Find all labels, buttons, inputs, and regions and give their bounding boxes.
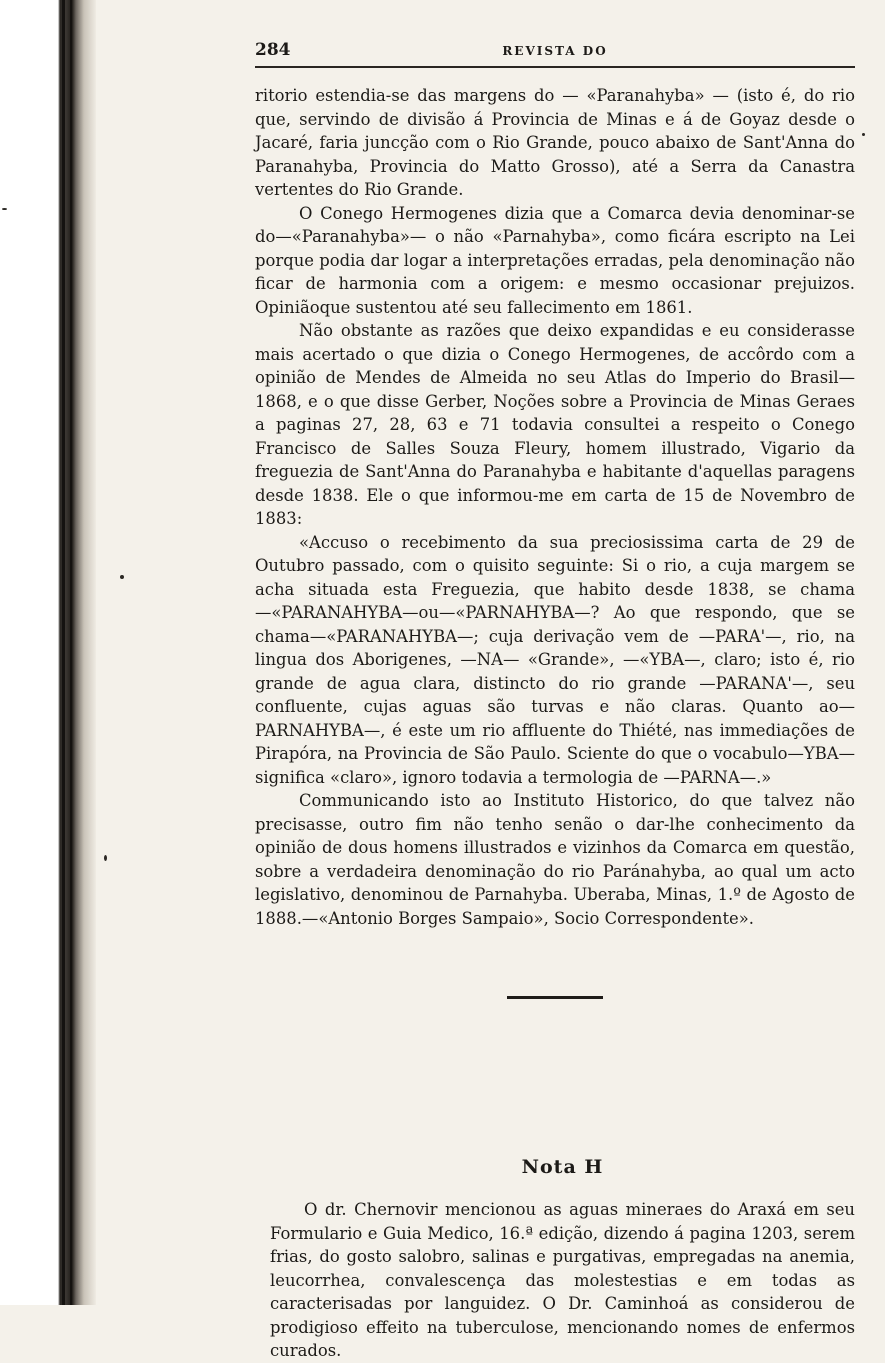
note-title: Nota H — [521, 1156, 604, 1178]
ink-speck — [2, 208, 7, 210]
quoted-letter: «Accuso o recebimento da sua preciosissima carta de 29 de Outubro passado, com o quisito seguinte: Si o rio, a cuja margem se acha situada esta Freguezia, que habito desde 1838, se chama—«PARANAHYBA—ou—«PARNAHYBA—? Ao que respondo, que se chama—«PARANAHYBA—; cuja derivação vem de —PARA'—, rio, na lingua dos Aborigenes, —NA— «Grande», —«YBA—, claro; isto é, rio grande de agua clara, distincto do rio grande —PARANA'—, seu confluente, cujas aguas são turvas e não claras. Quanto ao—PARNAHYBA—, é este um rio affluente do Thiété, nas immediações de Pirapóra, na Provincia de São Paulo. Sciente do que o vocabulo—YBA—significa «claro», ignoro todavia a termologia de —PARNA—.» — [255, 532, 855, 787]
ink-speck — [120, 575, 124, 579]
page-header — [255, 36, 855, 68]
section-divider — [507, 996, 603, 999]
spine-binding-line — [70, 0, 72, 1305]
paragraph: O Conego Hermogenes dizia que a Comarca devia denominar-se do—«Paranahyba»— o não «Parnahyba», como ficára escripto na Lei porque podia dar logar a interpretações erradas, pela denominação não ficar de harmonia com a origem: e mesmo occasionar prejuizos. Opiniãoque sustentou até seu fallecimento em 1861. — [255, 203, 855, 317]
page-number: 284 — [255, 40, 291, 60]
book-page — [255, 36, 855, 999]
paragraph: Não obstante as razões que deixo expandidas e eu considerasse mais acertado o que dizia o Conego Hermogenes, de accôrdo com a opinião de Mendes de Almeida no seu Atlas do Imperio do Brasil— 1868, e o que disse Gerber, Noções sobre a Provincia de Minas Geraes a paginas 27, 28, 63 e 71 todavia consultei a respeito o Conego Francisco de Salles Souza Fleury, homem illustrado, Vigario da freguezia de Sant'Anna do Paranahyba e habitante d'aquellas paragens desde 1838. Ele o que informou-me em carta de 15 de Novembro de 1883: — [255, 321, 855, 528]
paragraph: ritorio estendia-se das margens do — «Paranahyba» — (isto é, do rio que, servindo de divisão á Provincia de Minas e á de Goyaz desde o Jacaré, faria juncção com o Rio Grande, pouco abaixo de Sant'Anna do Paranahyba, Provincia do Matto Grosso), até a Serra da Canastra vertentes do Rio Grande. — [255, 86, 855, 199]
running-head: REVISTA DO — [502, 44, 608, 58]
paragraph: Communicando isto ao Instituto Historico, do que talvez não precisasse, outro fim não tenho senão o dar-lhe conhecimento da opinião de dous homens illustrados e vizinhos da Comarca em questão, sobre a verdadeira denominação do rio Paránahyba, ao qual um acto legislativo, denominou de Parnahyba. Uberaba, Minas, 1.º de Agosto de 1888.—«Antonio Borges Sampaio», Socio Correspondente». — [255, 791, 855, 928]
main-text — [255, 84, 855, 930]
note-section — [270, 1122, 855, 1363]
ink-speck — [862, 133, 865, 136]
book-spine — [0, 0, 96, 1305]
note-paragraph: O dr. Chernovir mencionou as aguas mineraes do Araxá em seu Formulario e Guia Medico, 16.ª edição, dizendo á pagina 1203, serem frias, do gosto salobro, salinas e purgativas, empregadas na anemia, leucorrhea, convalescença das molestestias e em todas as caracterisadas por languidez. O Dr. Caminhoá as considerou de prodigioso effeito na tuberculose, mencionando nomes de enfermos curados. — [270, 1200, 855, 1360]
spine-binding-line — [62, 0, 65, 1305]
ink-speck — [104, 855, 107, 861]
